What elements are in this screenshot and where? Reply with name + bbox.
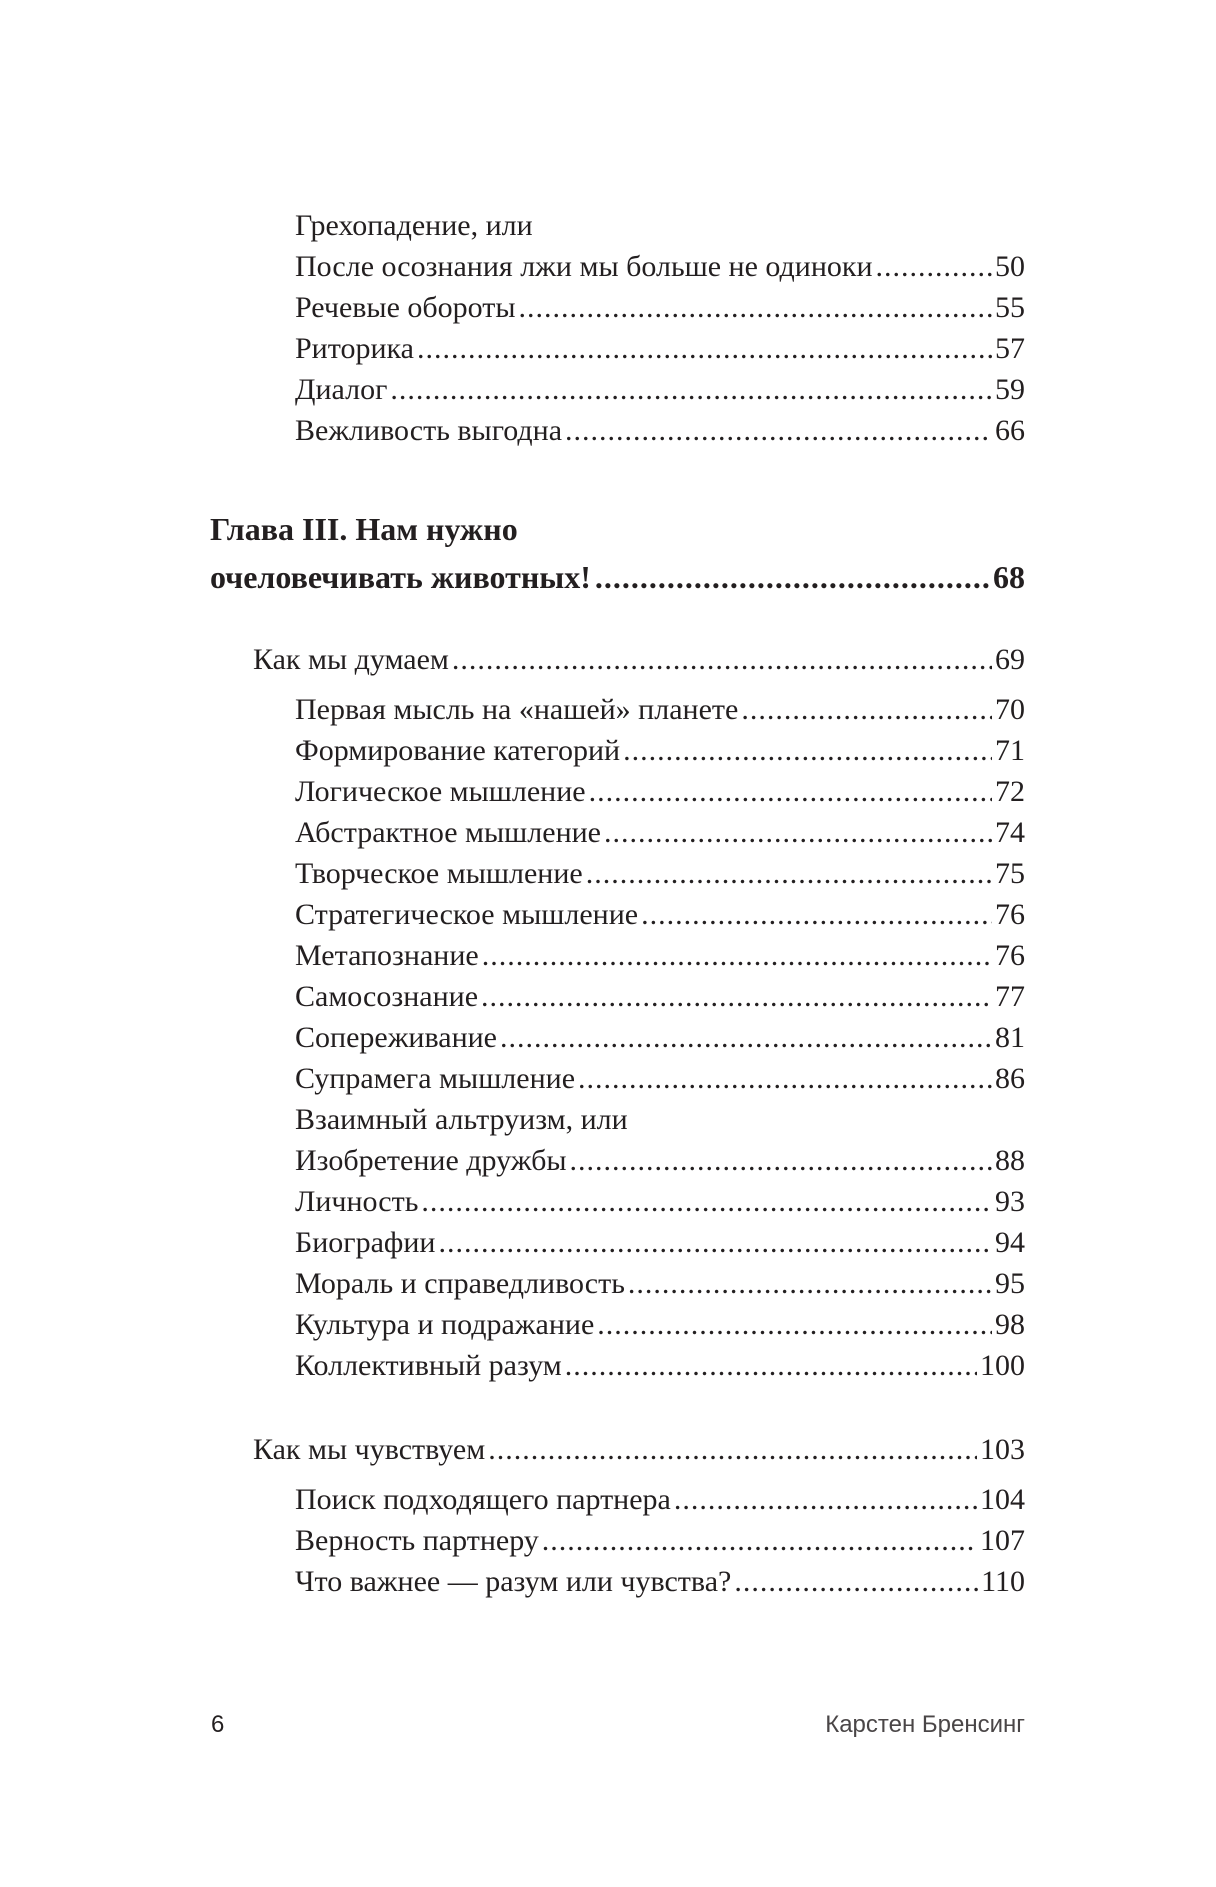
toc-entry <box>295 895 1025 935</box>
toc-entry-page: 94 <box>995 1226 1025 1259</box>
toc-entry-title: Взаимный альтруизм, или <box>295 1103 628 1136</box>
chapter-entry <box>210 556 1025 598</box>
dot-leader <box>482 936 992 976</box>
dot-leader <box>421 1182 992 1222</box>
toc-entry-title: Риторика <box>295 332 414 365</box>
toc-entry <box>295 854 1025 894</box>
toc-entry <box>295 731 1025 771</box>
toc-section-page: 103 <box>980 1433 1025 1466</box>
toc-entry-title: Сопереживание <box>295 1021 497 1054</box>
dot-leader <box>565 411 992 451</box>
toc-entry-page: 66 <box>995 414 1025 447</box>
dot-leader <box>417 329 992 369</box>
toc-entry-page: 50 <box>995 250 1025 283</box>
toc-entry <box>295 977 1025 1017</box>
dot-leader <box>488 1430 977 1470</box>
dot-leader <box>604 813 992 853</box>
dot-leader <box>586 854 992 894</box>
toc-entry-page: 93 <box>995 1185 1025 1218</box>
toc-entry-title: Речевые обороты <box>295 291 516 324</box>
dot-leader <box>542 1521 977 1561</box>
toc-entry-page: 77 <box>995 980 1025 1013</box>
toc-entry-title: Стратегическое мышление <box>295 898 639 931</box>
dot-leader <box>623 731 992 771</box>
page-number: 6 <box>211 1711 225 1738</box>
toc-entry-page: 81 <box>995 1021 1025 1054</box>
toc-entry <box>295 1521 1025 1561</box>
toc-entry-title: Вежливость выгодна <box>295 414 563 447</box>
toc-entry <box>295 1018 1025 1058</box>
toc-entry-page: 95 <box>995 1267 1025 1300</box>
dot-leader <box>628 1264 992 1304</box>
dot-leader <box>565 1346 977 1386</box>
toc-entry-page: 57 <box>995 332 1025 365</box>
dot-leader <box>438 1223 992 1263</box>
toc-entry-page: 72 <box>995 775 1025 808</box>
dot-leader <box>500 1018 992 1058</box>
toc-entry-title: Диалог <box>295 373 388 406</box>
running-footer-author: Карстен Бренсинг <box>825 1711 1025 1738</box>
dot-leader <box>578 1059 992 1099</box>
toc-entry-title: Изобретение дружбы <box>295 1144 567 1177</box>
toc-entry-title: Культура и подражание <box>295 1308 595 1341</box>
toc-entry-page: 100 <box>980 1349 1025 1382</box>
toc-entry-title: Верность партнеру <box>295 1524 539 1557</box>
toc-entry <box>295 813 1025 853</box>
toc-entry-page: 86 <box>995 1062 1025 1095</box>
toc-entry <box>295 772 1025 812</box>
toc-entry <box>295 936 1025 976</box>
dot-leader <box>876 247 992 287</box>
dot-leader <box>597 1305 992 1345</box>
toc-entry <box>295 1059 1025 1099</box>
toc-entry-page: 59 <box>995 373 1025 406</box>
dot-leader <box>519 288 992 328</box>
toc-entry-page: 98 <box>995 1308 1025 1341</box>
toc-entry-title: Метапознание <box>295 939 479 972</box>
chapter-title-line1: Глава III. Нам нужно <box>210 511 518 547</box>
toc-entry-page: 74 <box>995 816 1025 849</box>
toc-entry <box>295 1346 1025 1386</box>
toc-entry-title: После осознания лжи мы больше не одиноки <box>295 250 873 283</box>
toc-section-title: Как мы чувствуем <box>253 1433 486 1466</box>
toc-entry-page: 76 <box>995 898 1025 931</box>
dot-leader <box>570 1141 993 1181</box>
toc-entry <box>295 288 1025 328</box>
toc-entry-page: 107 <box>980 1524 1025 1557</box>
toc-entry-title: Биографии <box>295 1226 436 1259</box>
toc-entry-title: Коллективный разум <box>295 1349 562 1382</box>
dot-leader <box>589 772 992 812</box>
dot-leader <box>741 690 992 730</box>
toc-entry-page: 88 <box>995 1144 1025 1177</box>
toc-entry <box>295 411 1025 451</box>
toc-section <box>253 640 1025 680</box>
toc-entry <box>295 370 1025 410</box>
toc-entry-title: Логическое мышление <box>295 775 586 808</box>
toc-entry-page: 76 <box>995 939 1025 972</box>
toc-section <box>253 1430 1025 1470</box>
toc-entry-page: 104 <box>980 1483 1025 1516</box>
toc-entry-title: Мораль и справедливость <box>295 1267 625 1300</box>
dot-leader <box>452 640 992 680</box>
toc-entry-title: Первая мысль на «нашей» планете <box>295 693 739 726</box>
toc-entry <box>295 329 1025 369</box>
toc-entry <box>295 1562 1025 1602</box>
toc-entry <box>295 690 1025 730</box>
toc-entry <box>295 1223 1025 1263</box>
toc-entry-page: 71 <box>995 734 1025 767</box>
toc-entry-title: Грехопадение, или <box>295 209 533 242</box>
toc-entry-page: 110 <box>981 1565 1025 1598</box>
toc-entry <box>295 1264 1025 1304</box>
toc-entry-title: Поиск подходящего партнера <box>295 1483 671 1516</box>
dot-leader <box>595 556 989 598</box>
dot-leader <box>481 977 992 1017</box>
toc-entry-title: Абстрактное мышление <box>295 816 601 849</box>
toc-entry-title: Личность <box>295 1185 419 1218</box>
toc-entry-title: Самосознание <box>295 980 479 1013</box>
toc-section-title: Как мы думаем <box>253 643 449 676</box>
toc-entry <box>295 1141 1025 1181</box>
toc-entry-title: Формирование категорий <box>295 734 621 767</box>
chapter-title-line2: очеловечивать животных! <box>210 559 591 595</box>
toc-entry <box>295 1305 1025 1345</box>
toc-section-page: 69 <box>995 643 1025 676</box>
dot-leader <box>674 1480 977 1520</box>
toc-entry <box>295 1480 1025 1520</box>
toc-entry <box>295 247 1025 287</box>
dot-leader <box>641 895 992 935</box>
dot-leader <box>734 1562 978 1602</box>
toc-entry-title: Что важнее — разум или чувства? <box>295 1565 732 1598</box>
toc-entry <box>295 1182 1025 1222</box>
chapter-page: 68 <box>993 559 1025 595</box>
toc-entry-page: 75 <box>995 857 1025 890</box>
dot-leader <box>390 370 992 410</box>
toc-entry-title: Супрамега мышление <box>295 1062 576 1095</box>
toc-entry-page: 55 <box>995 291 1025 324</box>
toc-entry-page: 70 <box>995 693 1025 726</box>
toc-entry-title: Творческое мышление <box>295 857 583 890</box>
